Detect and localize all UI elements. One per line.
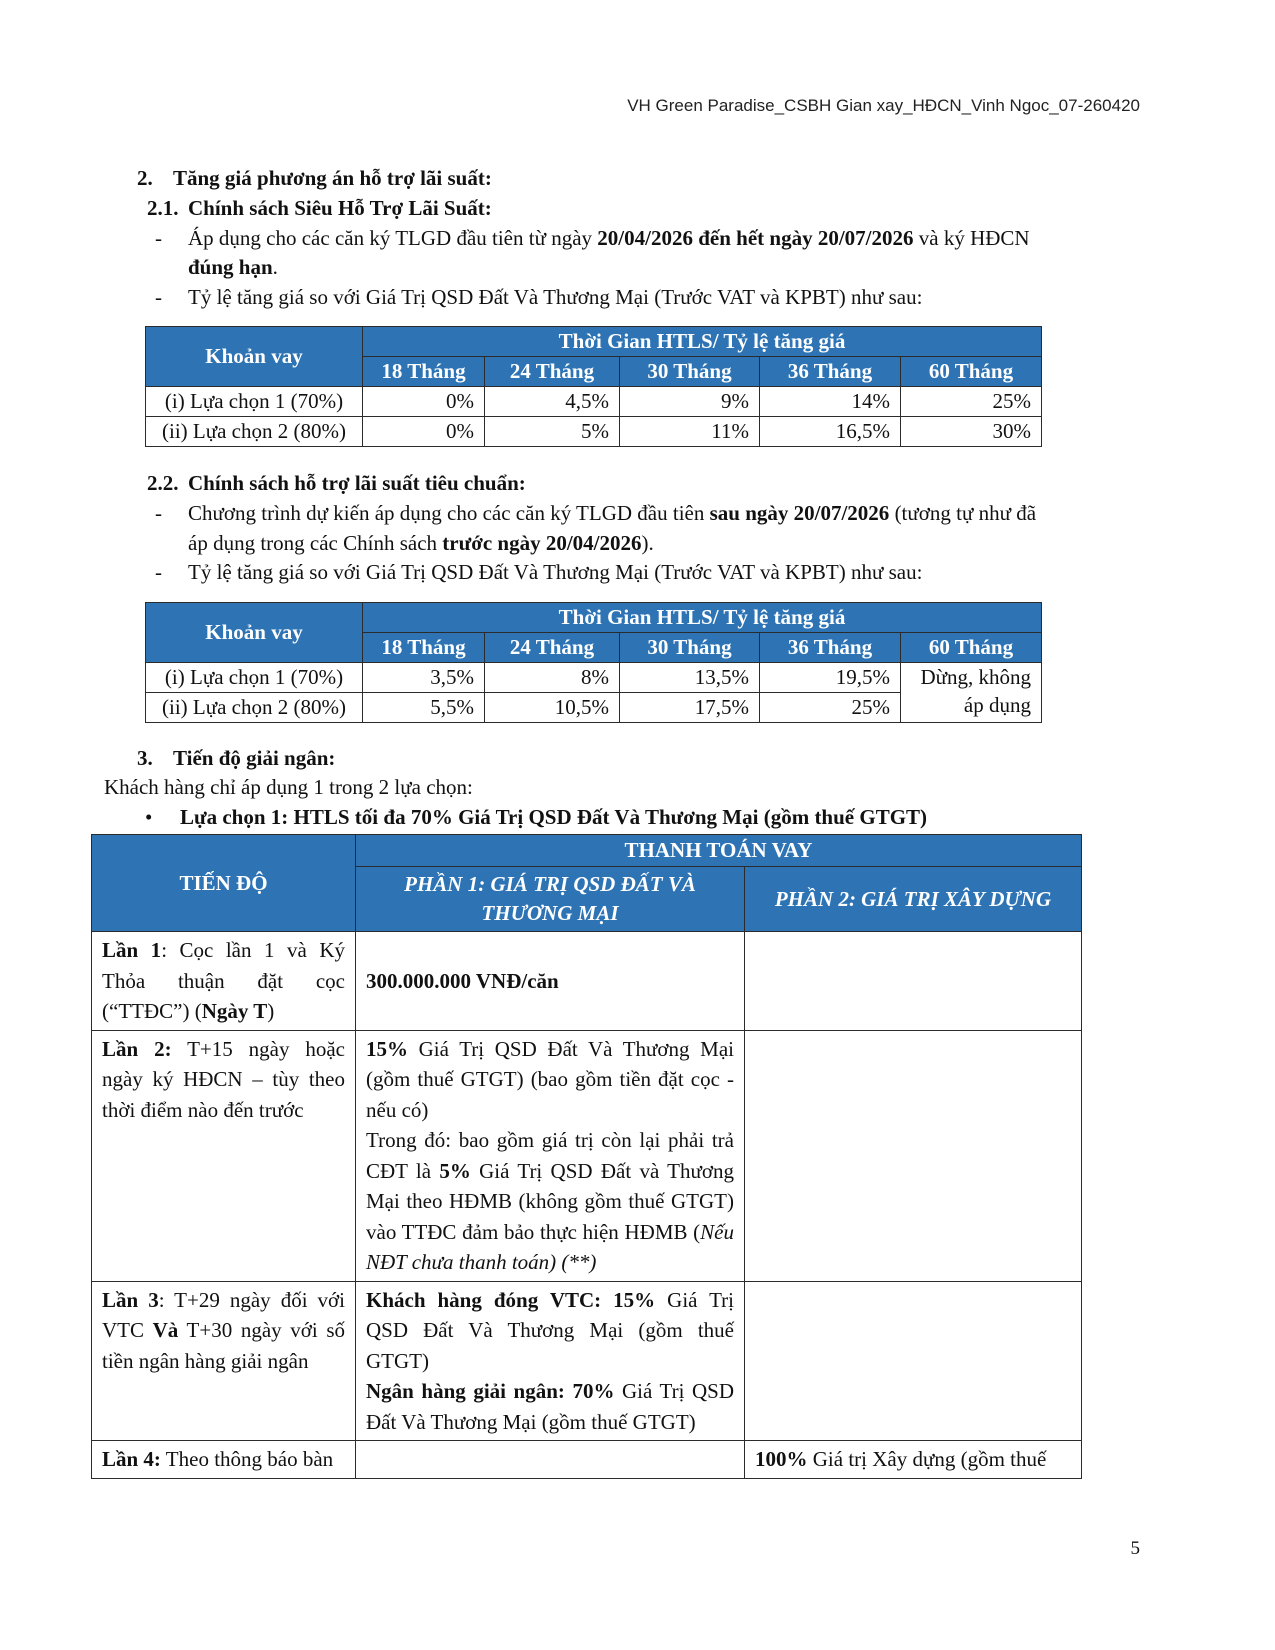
section-2-title: Tăng giá phương án hỗ trợ lãi suất: [173,166,492,190]
section-3-number: 3. [137,746,153,770]
table-row [146,663,1042,693]
section-2-2-number: 2.2. [147,471,179,495]
part-1-step-3: Khách hàng đóng VTC: 15% Giá Trị QSD Đất Và Thương Mại (gồm thuế GTGT) Ngân hàng giải ngân: 70% Giá Trị QSD Đất Và Thương Mại (gồm thuế GTGT) [356,1281,745,1441]
table-cell: 14% [760,387,901,417]
table-cell: 17,5% [620,693,760,723]
table-cell: 5% [485,417,620,447]
section-2-1-bullet-1-line-1: Áp dụng cho các căn ký TLGD đầu tiên từ ngày 20/04/2026 đến hết ngày 20/07/2026 và ký HĐCN [188,226,1030,250]
table-cell: 5,5% [363,693,485,723]
section-2-1-bullet-1-line-2: đúng hạn. [188,255,278,279]
progress-step-1: Lần 1: Cọc lần 1 và Ký Thỏa thuận đặt cọc (“TTĐC”) (Ngày T) [92,932,356,1031]
table-cell: 0% [363,417,485,447]
bullet-dash: - [155,501,162,525]
bullet-dot-icon: • [145,805,153,829]
section-2-2-title: Chính sách hỗ trợ lãi suất tiêu chuẩn: [188,471,526,495]
table-header-month: 30 Tháng [620,357,760,387]
table-cell: 9% [620,387,760,417]
table-header-loan-payment: THANH TOÁN VAY [356,835,1082,867]
table-header-part-2: PHẦN 2: GIÁ TRỊ XÂY DỰNG [745,867,1082,932]
bullet-dash: - [155,560,162,584]
part-2-step-3 [745,1281,1082,1441]
table-header-month: 24 Tháng [485,357,620,387]
table-header-group: Thời Gian HTLS/ Tỷ lệ tăng giá [363,327,1042,357]
row-label: (ii) Lựa chọn 2 (80%) [146,417,363,447]
part-2-step-2 [745,1030,1082,1281]
part-2-step-1 [745,932,1082,1031]
part-1-step-4 [356,1441,745,1479]
table-cell: 30% [901,417,1042,447]
section-2-number: 2. [137,166,153,190]
rate-table-super-support [145,326,1042,447]
section-2-2-bullet-1-line-1: Chương trình dự kiến áp dụng cho các căn ký TLGD đầu tiên sau ngày 20/07/2026 (tương tự như đã [188,501,1037,525]
rate-table-standard-support [145,602,1042,723]
bullet-dash: - [155,285,162,309]
section-2-1-number: 2.1. [147,196,179,220]
table-header-loan: Khoản vay [146,603,363,663]
table-header-month: 24 Tháng [485,633,620,663]
table-cell: 4,5% [485,387,620,417]
merged-cell-not-applied: Dừng, không áp dụng [901,663,1042,723]
table-header-month: 30 Tháng [620,633,760,663]
part-1-step-2: 15% Giá Trị QSD Đất Và Thương Mại (gồm thuế GTGT) (bao gồm tiền đặt cọc - nếu có) Trong đó: bao gồm giá trị còn lại phải trả CĐT là 5% Giá Trị QSD Đất và Thương Mại theo HĐMB (không gồm thuế GTGT) vào TTĐC đảm bảo thực hiện HĐMB (Nếu NĐT chưa thanh toán) (**) [356,1030,745,1281]
table-cell: 25% [760,693,901,723]
table-header-part-1: PHẦN 1: GIÁ TRỊ QSD ĐẤT VÀ THƯƠNG MẠI [356,867,745,932]
document-header-note: VH Green Paradise_CSBH Gian xay_HĐCN_Vinh Ngoc_07-260420 [627,96,1140,115]
table-cell: 10,5% [485,693,620,723]
payment-schedule-table [91,834,1082,1479]
table-header-month: 18 Tháng [363,633,485,663]
page-number: 5 [1130,1538,1140,1559]
table-row [92,932,1082,1031]
section-2-1-bullet-2: Tỷ lệ tăng giá so với Giá Trị QSD Đất Và Thương Mại (Trước VAT và KPBT) như sau: [188,285,923,309]
table-header-progress: TIẾN ĐỘ [92,835,356,932]
table-cell: 25% [901,387,1042,417]
table-row [92,1441,1082,1479]
table-header-month: 36 Tháng [760,633,901,663]
row-label: (i) Lựa chọn 1 (70%) [146,663,363,693]
table-cell: 19,5% [760,663,901,693]
table-header-month: 60 Tháng [901,633,1042,663]
table-header-loan: Khoản vay [146,327,363,387]
section-2-2-bullet-2: Tỷ lệ tăng giá so với Giá Trị QSD Đất Và Thương Mại (Trước VAT và KPBT) như sau: [188,560,923,584]
table-header-month: 60 Tháng [901,357,1042,387]
table-row [146,387,1042,417]
table-header-month: 36 Tháng [760,357,901,387]
table-header-month: 18 Tháng [363,357,485,387]
table-cell: 16,5% [760,417,901,447]
table-header-group: Thời Gian HTLS/ Tỷ lệ tăng giá [363,603,1042,633]
part-1-step-1: 300.000.000 VNĐ/căn [356,932,745,1031]
table-row [146,417,1042,447]
bullet-dash: - [155,226,162,250]
part-2-step-4: 100% Giá trị Xây dựng (gồm thuế [745,1441,1082,1479]
row-label: (i) Lựa chọn 1 (70%) [146,387,363,417]
progress-step-2: Lần 2: T+15 ngày hoặc ngày ký HĐCN – tùy theo thời điểm nào đến trước [92,1030,356,1281]
table-cell: 0% [363,387,485,417]
row-label: (ii) Lựa chọn 2 (80%) [146,693,363,723]
section-3-option-1: Lựa chọn 1: HTLS tối đa 70% Giá Trị QSD Đất Và Thương Mại (gồm thuế GTGT) [180,805,928,829]
section-3-title: Tiến độ giải ngân: [173,746,336,770]
table-cell: 11% [620,417,760,447]
section-2-2-bullet-1-line-2: áp dụng trong các Chính sách trước ngày 20/04/2026). [188,531,654,555]
table-cell: 13,5% [620,663,760,693]
progress-step-3: Lần 3: T+29 ngày đối với VTC Và T+30 ngày với số tiền ngân hàng giải ngân [92,1281,356,1441]
table-row [92,1281,1082,1441]
section-3-intro: Khách hàng chỉ áp dụng 1 trong 2 lựa chọn: [104,775,473,799]
section-2-1-title: Chính sách Siêu Hỗ Trợ Lãi Suất: [188,196,492,220]
table-cell: 8% [485,663,620,693]
table-cell: 3,5% [363,663,485,693]
table-row [92,1030,1082,1281]
progress-step-4: Lần 4: Theo thông báo bàn [92,1441,356,1479]
